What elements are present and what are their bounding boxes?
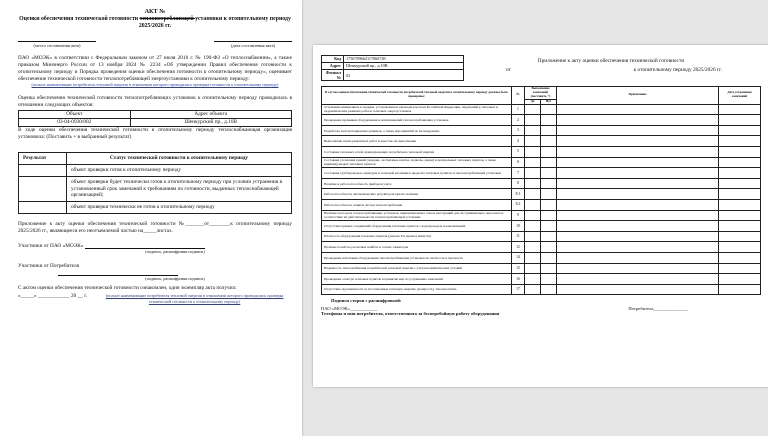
remarks-cell[interactable] — [557, 263, 719, 274]
fulfilled-yes-cell[interactable] — [525, 263, 541, 274]
results-header-status: Статус технической готовности к отопительному периоду — [67, 153, 292, 165]
requirement-num: 9 — [512, 210, 525, 221]
deadline-cell[interactable] — [719, 252, 761, 263]
requirement-text: Работоспособность защиты систем теплопотребления — [322, 199, 512, 210]
appendix-page — [313, 45, 768, 387]
signature-caption: (подпись, расшифровка подписи) — [145, 249, 205, 255]
signature-caption: (подпись, расшифровка подписи) — [145, 276, 205, 282]
sign-title: Подписи сторон с расшифровкой: — [331, 298, 402, 304]
consumer-signature-block — [18, 263, 292, 282]
requirement-num: 1 — [512, 104, 525, 115]
remarks-cell[interactable] — [557, 242, 719, 253]
meta-label: Код — [322, 56, 344, 63]
fulfilled-yes-cell[interactable] — [525, 189, 541, 200]
sign-consumer[interactable]: Потребитель_______________ — [628, 305, 688, 311]
objects-header-address: Адрес объекта — [130, 111, 291, 119]
table-row — [322, 189, 761, 200]
deadline-cell[interactable] — [719, 189, 761, 200]
acquaint-text: С актом оценки обеспечения технической готовности ознакомлен, один экземпляр акта получил: — [18, 284, 237, 291]
table-row — [322, 115, 761, 126]
requirement-num: 16 — [512, 274, 525, 285]
table-row — [19, 202, 292, 214]
meta-branch: 03 — [344, 70, 464, 81]
deadline-cell[interactable] — [719, 274, 761, 285]
fulfilled-no-cell[interactable] — [541, 284, 557, 295]
header-no: Нет — [541, 99, 557, 104]
requirement-text: Состояние утепления зданий (чердаки, лестничные клетки, подвалы, двери) и центральных тепловых пунктов, а также индивидуальных тепловых пунктов — [322, 157, 512, 168]
header-remarks: Примечание — [557, 87, 719, 105]
moek-signature-block — [18, 243, 292, 255]
remarks-cell[interactable] — [557, 199, 719, 210]
remarks-cell[interactable] — [557, 284, 719, 295]
bottom-note: (полное наименование потребителя тепловой энергии в отношении которого проводилась проверка технической готовности к отопительному периоду) — [105, 293, 284, 304]
requirement-num: 15 — [512, 263, 525, 274]
requirement-text: Состояние трубопроводов, арматуры и тепловой изоляции в пределах тепловых пунктов и теплопотребляющей установки — [322, 168, 512, 179]
fulfilled-yes-cell[interactable] — [525, 125, 541, 136]
sign-moek[interactable]: ПАО «МОЭК»____________ — [321, 305, 378, 311]
date-row — [18, 293, 292, 304]
meta-label: Адрес — [322, 63, 344, 70]
consumer-note: (полное наименование потребителя тепловой энергии в отношении которого проводилась проверка готовности к отопительному периоду) — [31, 82, 279, 88]
requirement-text: Плотность оборудования тепловых пунктов (указать Р и время в минутах) — [322, 231, 512, 242]
deadline-cell[interactable] — [719, 157, 761, 168]
remarks-cell[interactable] — [557, 231, 719, 242]
requirement-num: 10 — [512, 221, 525, 232]
deadline-cell[interactable] — [719, 136, 761, 147]
requirement-num: 7 — [512, 168, 525, 179]
objects-table — [18, 110, 292, 127]
fulfilled-no-cell[interactable] — [541, 274, 557, 285]
table-row — [322, 104, 761, 115]
meta-table — [321, 55, 464, 81]
requirement-num: 6 — [512, 157, 525, 168]
fulfilled-no-cell[interactable] — [541, 157, 557, 168]
table-row — [19, 176, 292, 201]
requirement-text: Проведение испытания оборудования теплопотребляющих установок на плотность и прочность — [322, 252, 512, 263]
fulfilled-yes-cell[interactable] — [525, 221, 541, 232]
results-header-result: Результат — [19, 153, 67, 165]
remarks-cell[interactable] — [557, 274, 719, 285]
requirement-num: 8.2 — [512, 199, 525, 210]
deadline-cell[interactable] — [719, 199, 761, 210]
requirements-table — [321, 86, 761, 295]
header-requirement: В случае оценки обеспечения технической готовности потребителей тепловой энергии к отопительному периоду должны быть проверены: — [322, 87, 512, 105]
fulfilled-no-cell[interactable] — [541, 263, 557, 274]
appendix-footer — [321, 298, 768, 317]
date-blank: «_____» ____________ 20 __ г. — [18, 293, 88, 300]
result-status: объект проверки технически не готов к отопительному периоду — [67, 202, 292, 214]
header-fulfilled: Выполнение замечаний (поставить +) — [525, 87, 557, 100]
table-row — [322, 284, 761, 295]
table-row — [322, 199, 761, 210]
fulfilled-no-cell[interactable] — [541, 136, 557, 147]
result-status: объект проверки готов к отопительному периоду — [67, 165, 292, 177]
remarks-cell[interactable] — [557, 178, 719, 189]
requirement-num: 8 — [512, 178, 525, 189]
object-code: 03-04-0930/002 — [19, 119, 131, 127]
table-row — [322, 242, 761, 253]
requirement-num: 12 — [512, 242, 525, 253]
requirement-text: Работоспособность автоматических регуляторов при их наличии — [322, 189, 512, 200]
fulfilled-no-cell[interactable] — [541, 242, 557, 253]
requirement-num: 5 — [512, 146, 525, 157]
fulfilled-yes-cell[interactable] — [525, 210, 541, 221]
fulfilled-yes-cell[interactable] — [525, 168, 541, 179]
table-row — [322, 136, 761, 147]
table-row — [322, 146, 761, 157]
remarks-cell[interactable] — [557, 104, 719, 115]
requirement-num: 3 — [512, 125, 525, 136]
remarks-cell[interactable] — [557, 252, 719, 263]
results-table — [18, 152, 292, 214]
requirements-body — [322, 104, 761, 295]
requirement-text: Проведение промывки оборудования и коммуникаций теплопотребляющих установок — [322, 115, 512, 126]
requirement-text: Разработка эксплуатационных режимов, а также мероприятий по их внедрению — [322, 125, 512, 136]
fulfilled-yes-cell[interactable] — [525, 231, 541, 242]
table-row — [322, 274, 761, 285]
fulfilled-no-cell[interactable] — [541, 252, 557, 263]
table-row — [19, 119, 292, 127]
header-yes: Да — [525, 99, 541, 104]
fulfilled-no-cell[interactable] — [541, 189, 557, 200]
fulfilled-no-cell[interactable] — [541, 146, 557, 157]
table-row — [19, 165, 292, 177]
fulfilled-yes-cell[interactable] — [525, 104, 541, 115]
deadline-cell[interactable] — [719, 231, 761, 242]
table-row — [322, 168, 761, 179]
table-row — [322, 231, 761, 242]
requirement-text: Состояние тепловых сетей, принадлежащих потребителю тепловой энергии — [322, 146, 512, 157]
deadline-cell[interactable] — [719, 263, 761, 274]
remarks-cell[interactable] — [557, 157, 719, 168]
deadline-cell[interactable] — [719, 168, 761, 179]
subtitle-strike: теплопотребляющей — [139, 15, 196, 22]
fulfilled-yes-cell[interactable] — [525, 242, 541, 253]
result-mark-cell[interactable] — [19, 176, 67, 201]
deadline-cell[interactable] — [719, 146, 761, 157]
fulfilled-yes-cell[interactable] — [525, 157, 541, 168]
participants-moek-label: Участники от ПАО «МОЭК» — [18, 242, 84, 249]
deadline-cell[interactable] — [719, 104, 761, 115]
requirement-text: Устранение выявленных в порядке, установленном законодательством Российской Федерации, нарушений в тепловых и гидравлических режимах работы тепловых энергоустановок — [322, 104, 512, 115]
requirement-num: 8.1 — [512, 189, 525, 200]
act-title: АКТ № — [144, 8, 166, 15]
remarks-cell[interactable] — [557, 125, 719, 136]
remarks-cell[interactable] — [557, 189, 719, 200]
phones-line: Телефоны и имя потребителя, ответственного за бесперебойную работу оборудования — [321, 311, 500, 317]
table-row — [322, 221, 761, 232]
place-date-row — [18, 41, 292, 49]
table-row — [322, 263, 761, 274]
requirement-num: 14 — [512, 252, 525, 263]
table-row — [322, 125, 761, 136]
fulfilled-no-cell[interactable] — [541, 231, 557, 242]
requirement-text: Выполнение плана ремонтных работ и качество их выполнения — [322, 136, 512, 147]
participants-consumer-label: Участники от Потребителя — [18, 262, 80, 269]
deadline-cell[interactable] — [719, 115, 761, 126]
fulfilled-yes-cell[interactable] — [525, 284, 541, 295]
appendix-header — [321, 55, 768, 81]
table-row — [322, 210, 761, 221]
subtitle-start: Оценки обеспечения технической готовности — [19, 15, 140, 22]
date-label: (дата составления акта) — [214, 41, 292, 49]
deadline-cell[interactable] — [719, 210, 761, 221]
requirement-num: 2 — [512, 115, 525, 126]
meta-label: Филиал № — [322, 70, 344, 81]
act-page — [0, 0, 302, 436]
requirement-num: 4 — [512, 136, 525, 147]
fulfilled-no-cell[interactable] — [541, 221, 557, 232]
table-row — [322, 178, 761, 189]
fulfilled-no-cell[interactable] — [541, 178, 557, 189]
fulfilled-yes-cell[interactable] — [525, 178, 541, 189]
deadline-cell[interactable] — [719, 284, 761, 295]
objects-header-object: Объект — [19, 111, 131, 119]
requirement-num: 17 — [512, 284, 525, 295]
assessment-intro: Оценка обеспечения технической готовности теплопотребляющих установок к отопительному периоду проводилась в отношении следующих объектов: — [18, 94, 292, 108]
subtitle-end: установки к отопительному периоду 2025/2026 гг. — [138, 15, 291, 30]
requirement-num: 11 — [512, 231, 525, 242]
intro-paragraph: ПАО «МОЭК» в соответствии с Федеральным законом от 27 июля 2010 г. № 190-ФЗ «О теплоснабжении», а также приказом Минэнерго России от 13 ноября 2024 № 2234 «Об утверждении Правил обеспечения готовности к отопительному периоду и Порядка проведения оценки обеспечения готовности к отопительному периоду», оценивает обеспечение технической готовности теплопотребляющей энергоустановки к отопительному периоду: — [18, 55, 292, 82]
result-mark-cell[interactable] — [19, 202, 67, 214]
meta-address: Шенкурский пр., д.10В — [344, 63, 464, 70]
fulfilled-yes-cell[interactable] — [525, 146, 541, 157]
course-paragraph: В ходе оценки обеспечения технической готовности к отопительному периоду теплоснабжающая организация установила: (Поставить + в выбранный результат) — [18, 126, 292, 140]
object-address: Шенкурский пр., д.10В — [130, 119, 291, 127]
header-num: № — [512, 87, 525, 105]
appendix-from: от — [506, 67, 511, 74]
remarks-cell[interactable] — [557, 115, 719, 126]
fulfilled-no-cell[interactable] — [541, 168, 557, 179]
deadline-cell[interactable] — [719, 125, 761, 136]
fulfilled-no-cell[interactable] — [541, 199, 557, 210]
fulfilled-yes-cell[interactable] — [525, 136, 541, 147]
requirement-text: Отсутствие прямых соединений оборудования тепловых пунктов с водопроводом и канализацией — [322, 221, 512, 232]
fulfilled-yes-cell[interactable] — [525, 274, 541, 285]
appendix-period: к отопительному периоду 2025/2026 гг. — [633, 67, 722, 74]
requirement-text: Отсутствие задолженности за поставленные тепловую энергию (мощность), теплоноситель — [322, 284, 512, 295]
remarks-cell[interactable] — [557, 136, 719, 147]
fulfilled-no-cell[interactable] — [541, 125, 557, 136]
requirement-text: Надежность теплоснабжения потребителей тепловой энергии с учетом климатических условий — [322, 263, 512, 274]
fulfilled-no-cell[interactable] — [541, 115, 557, 126]
deadline-cell[interactable] — [719, 221, 761, 232]
appendix-title-line1: Приложение к акту оценки обеспечения технической готовности — [537, 58, 685, 64]
table-row — [322, 252, 761, 263]
deadline-cell[interactable] — [719, 178, 761, 189]
requirement-text: Проведение осмотра тепловых пунктов и принятие мер по устранению замечаний — [322, 274, 512, 285]
deadline-cell[interactable] — [719, 242, 761, 253]
remarks-cell[interactable] — [557, 221, 719, 232]
appendix-title-line2 — [486, 67, 736, 73]
act-subtitle — [18, 16, 292, 31]
result-mark-cell[interactable] — [19, 165, 67, 177]
fulfilled-no-cell[interactable] — [541, 104, 557, 115]
appendix-text: Приложение к акту оценки обеспечения технической готовности №_______от________к отопительному периоду 2025/2026 гг., являющееся его неотъемлемой частью на_____листах. — [18, 221, 292, 234]
header-deadline: Дата устранения замечаний — [719, 87, 761, 105]
appendix-title — [486, 58, 736, 81]
fulfilled-yes-cell[interactable] — [525, 115, 541, 126]
requirement-text: Наличие пломб на расчетных шайбах и соплах элеваторов — [322, 242, 512, 253]
place-label: (место составления акта) — [18, 41, 96, 49]
fulfilled-yes-cell[interactable] — [525, 199, 541, 210]
result-status: объект проверки будет технически готов к отопительному периоду при условии устранения в установленный срок замечаний к требованиям по готовности, выданных теплоснабжающей организацией; — [67, 176, 292, 201]
remarks-cell[interactable] — [557, 146, 719, 157]
table-row — [322, 157, 761, 168]
requirement-text: Наличие паспортов теплопотребляющих установок, принципиальных схем и инструкций для обслуживающего персонала и соответствие их действительности теплопотребляющей установки — [322, 210, 512, 221]
remarks-cell[interactable] — [557, 168, 719, 179]
meta-code: 1756789662117066749 — [344, 56, 464, 63]
fulfilled-no-cell[interactable] — [541, 210, 557, 221]
remarks-cell[interactable] — [557, 210, 719, 221]
requirement-text: Наличие и работоспособность приборов учета — [322, 178, 512, 189]
fulfilled-yes-cell[interactable] — [525, 252, 541, 263]
